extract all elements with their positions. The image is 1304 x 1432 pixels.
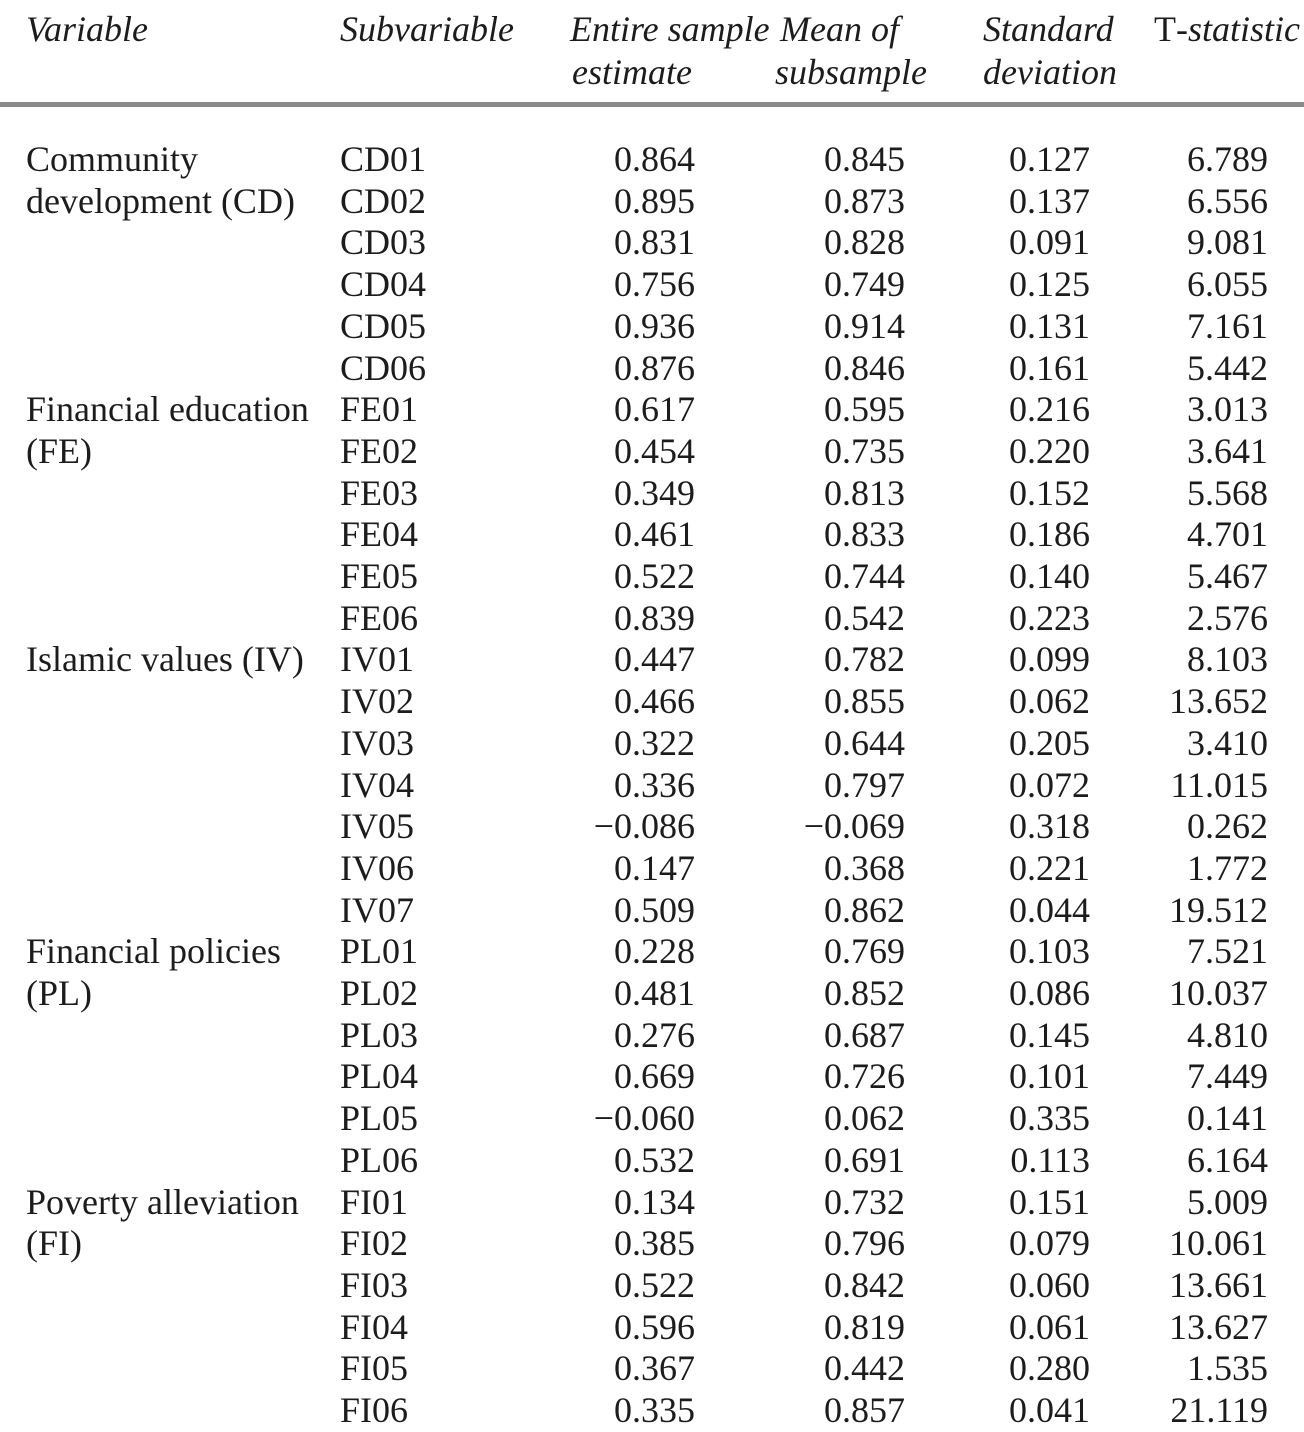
variable-line: Financial policies — [26, 931, 281, 972]
cell-subvariable: FI03 — [340, 1264, 409, 1305]
cell-mean: 0.852 — [824, 973, 905, 1014]
cell-sd: 0.125 — [1009, 264, 1090, 305]
cell-mean: 0.828 — [824, 222, 905, 263]
cell-t: 6.789 — [1187, 139, 1268, 179]
cell-subvariable: IV01 — [340, 639, 414, 680]
header-row — [0, 0, 1304, 105]
cell-t: 7.449 — [1187, 1056, 1268, 1097]
cell-subvariable: FE05 — [340, 556, 419, 597]
cell-t: 3.641 — [1187, 430, 1268, 471]
cell-estimate: 0.276 — [614, 1014, 695, 1055]
header-label: Entire sample — [570, 9, 770, 49]
cell-estimate: 0.532 — [614, 1139, 695, 1180]
cell-t: 7.521 — [1187, 931, 1268, 972]
variable-line: (FI) — [26, 1223, 82, 1264]
cell-t: 3.013 — [1187, 389, 1268, 430]
variable-line: (PL) — [26, 973, 92, 1014]
cell-sd: 0.062 — [1009, 681, 1090, 722]
cell-mean: −0.069 — [803, 806, 905, 847]
cell-subvariable: IV05 — [340, 806, 414, 847]
cell-estimate: 0.936 — [614, 305, 695, 346]
cell-sd: 0.216 — [1009, 389, 1090, 430]
variable-group-label — [0, 105, 312, 390]
cell-t: 6.556 — [1187, 180, 1268, 221]
cell-t: 9.081 — [1187, 222, 1268, 263]
cell-estimate: 0.322 — [614, 722, 695, 763]
table-row — [0, 1182, 1304, 1224]
cell-estimate: 0.864 — [614, 139, 695, 179]
cell-mean: 0.442 — [824, 1348, 905, 1389]
cell-subvariable: FI05 — [340, 1348, 409, 1389]
cell-subvariable: IV07 — [340, 889, 414, 930]
cell-sd: 0.091 — [1009, 222, 1090, 263]
cell-subvariable: FE03 — [340, 472, 419, 513]
cell-estimate: 0.349 — [614, 472, 695, 513]
header-label: deviation — [983, 52, 1117, 92]
cell-mean: 0.542 — [824, 597, 905, 638]
variable-group-label — [0, 931, 312, 1181]
cell-sd: 0.137 — [1009, 180, 1090, 221]
cell-t: 21.119 — [1170, 1390, 1268, 1431]
header-label: subsample — [775, 52, 927, 92]
cell-t: 8.103 — [1187, 639, 1268, 680]
header-label: estimate — [572, 52, 692, 92]
cell-estimate: 0.669 — [614, 1056, 695, 1097]
table-row — [0, 931, 1304, 973]
cell-estimate: 0.454 — [614, 430, 695, 471]
cell-t: 1.772 — [1187, 847, 1268, 888]
cell-subvariable: PL02 — [340, 973, 419, 1014]
cell-sd: 0.145 — [1009, 1014, 1090, 1055]
cell-subvariable: IV06 — [340, 847, 414, 888]
cell-mean: 0.368 — [824, 847, 905, 888]
cell-sd: 0.221 — [1009, 847, 1090, 888]
cell-estimate: 0.895 — [614, 180, 695, 221]
cell-subvariable: CD02 — [340, 180, 427, 221]
cell-estimate: 0.509 — [614, 889, 695, 930]
cell-mean: 0.857 — [824, 1390, 905, 1431]
variable-group-label — [0, 639, 312, 931]
variable-group-label — [0, 389, 312, 639]
cell-estimate: −0.086 — [593, 806, 695, 847]
variable-line: Financial education — [26, 389, 309, 430]
cell-mean: 0.687 — [824, 1014, 905, 1055]
header-label: Mean of — [780, 9, 899, 49]
cell-mean: 0.769 — [824, 931, 905, 972]
cell-t: 5.009 — [1187, 1181, 1268, 1222]
cell-subvariable: FE06 — [340, 597, 419, 638]
col-header-subvariable — [312, 0, 514, 105]
cell-mean: 0.845 — [824, 139, 905, 179]
cell-t: 4.810 — [1187, 1014, 1268, 1055]
cell-mean: 0.819 — [824, 1306, 905, 1347]
cell-subvariable: PL06 — [340, 1139, 419, 1180]
table-header — [0, 0, 1304, 105]
cell-sd: 0.061 — [1009, 1306, 1090, 1347]
cell-subvariable: CD03 — [340, 222, 427, 263]
cell-t: 0.141 — [1187, 1098, 1268, 1139]
cell-t: 5.467 — [1187, 556, 1268, 597]
cell-estimate: 0.876 — [614, 347, 695, 388]
cell-subvariable: FI04 — [340, 1306, 409, 1347]
cell-subvariable: CD01 — [340, 139, 427, 179]
cell-estimate: 0.447 — [614, 639, 695, 680]
cell-subvariable: IV04 — [340, 764, 414, 805]
cell-mean: 0.796 — [824, 1223, 905, 1264]
cell-estimate: 0.831 — [614, 222, 695, 263]
cell-t: 5.442 — [1187, 347, 1268, 388]
cell-subvariable: CD05 — [340, 305, 427, 346]
cell-t: 13.661 — [1169, 1264, 1268, 1305]
cell-sd: 0.060 — [1009, 1264, 1090, 1305]
cell-sd: 0.103 — [1009, 931, 1090, 972]
cell-estimate: 0.335 — [614, 1390, 695, 1431]
cell-mean: 0.846 — [824, 347, 905, 388]
header-label — [1091, 8, 1300, 51]
cell-estimate: 0.134 — [614, 1181, 695, 1222]
cell-t: 6.055 — [1187, 264, 1268, 305]
cell-sd: 0.044 — [1009, 889, 1090, 930]
cell-mean: 0.782 — [824, 639, 905, 680]
cell-subvariable: IV02 — [340, 681, 414, 722]
cell-sd: 0.113 — [1010, 1139, 1090, 1180]
cell-subvariable: FE02 — [340, 430, 419, 471]
cell-mean: 0.735 — [824, 430, 905, 471]
cell-mean: 0.062 — [824, 1098, 905, 1139]
col-header-variable — [0, 0, 312, 105]
cell-estimate: 0.481 — [614, 973, 695, 1014]
variable-line: (FE) — [26, 430, 92, 471]
cell-mean: 0.914 — [824, 305, 905, 346]
col-header-t-statistic — [1090, 0, 1304, 105]
cell-t: 0.262 — [1187, 806, 1268, 847]
cell-estimate: 0.522 — [614, 556, 695, 597]
cell-sd: 0.131 — [1009, 305, 1090, 346]
header-label: Subvariable — [340, 9, 514, 49]
cell-mean: 0.732 — [824, 1181, 905, 1222]
cell-mean: 0.813 — [824, 472, 905, 513]
cell-sd: 0.041 — [1009, 1390, 1090, 1431]
col-header-standard-deviation — [905, 0, 1117, 105]
cell-t: 2.576 — [1187, 597, 1268, 638]
variable-line: development (CD) — [26, 180, 295, 221]
cell-sd: 0.086 — [1009, 973, 1090, 1014]
cell-mean: 0.595 — [824, 389, 905, 430]
cell-estimate: 0.756 — [614, 264, 695, 305]
cell-subvariable: FI02 — [340, 1223, 409, 1264]
cell-subvariable: CD06 — [340, 347, 427, 388]
cell-sd: 0.220 — [1009, 430, 1090, 471]
cell-sd: 0.205 — [1009, 722, 1090, 763]
cell-sd: 0.101 — [1009, 1056, 1090, 1097]
cell-estimate: 0.228 — [614, 931, 695, 972]
cell-t: 19.512 — [1169, 889, 1268, 930]
cell-mean: 0.797 — [824, 764, 905, 805]
table-row — [0, 389, 1304, 431]
cell-subvariable: FE04 — [340, 514, 419, 555]
cell-subvariable: PL04 — [340, 1056, 419, 1097]
cell-estimate: 0.461 — [614, 514, 695, 555]
cell-mean: 0.833 — [824, 514, 905, 555]
cell-t: 1.535 — [1187, 1348, 1268, 1389]
cell-mean: 0.744 — [824, 556, 905, 597]
cell-mean: 0.862 — [824, 889, 905, 930]
cell-subvariable: FI01 — [340, 1181, 409, 1222]
header-label: Standard — [983, 9, 1114, 49]
cell-estimate: 0.839 — [614, 597, 695, 638]
cell-sd: 0.152 — [1009, 472, 1090, 513]
variable-line: Islamic values (IV) — [26, 639, 304, 680]
cell-subvariable: CD04 — [340, 264, 427, 305]
cell-mean: 0.873 — [824, 180, 905, 221]
cell-subvariable: IV03 — [340, 722, 414, 763]
t-statistic-italic-part: -statistic — [1176, 9, 1300, 49]
cell-estimate: 0.367 — [614, 1348, 695, 1389]
cell-estimate: 0.336 — [614, 764, 695, 805]
variable-group-label — [0, 1182, 312, 1432]
cell-sd: 0.140 — [1009, 556, 1090, 597]
cell-t: 6.164 — [1187, 1139, 1268, 1180]
table-row — [0, 105, 1304, 181]
cell-t: 3.410 — [1187, 722, 1268, 763]
cell-estimate: −0.060 — [593, 1098, 695, 1139]
table-body — [0, 105, 1304, 1432]
variable-line: Poverty alleviation — [26, 1181, 299, 1222]
cell-sd: 0.099 — [1009, 639, 1090, 680]
cell-estimate: 0.596 — [614, 1306, 695, 1347]
cell-sd: 0.161 — [1009, 347, 1090, 388]
cell-mean: 0.749 — [824, 264, 905, 305]
cell-mean: 0.726 — [824, 1056, 905, 1097]
cell-sd: 0.223 — [1009, 597, 1090, 638]
cell-estimate: 0.617 — [614, 389, 695, 430]
cell-sd: 0.335 — [1009, 1098, 1090, 1139]
cell-sd: 0.127 — [1009, 139, 1090, 179]
cell-sd: 0.318 — [1009, 806, 1090, 847]
cell-t: 7.161 — [1187, 305, 1268, 346]
cell-t: 11.015 — [1170, 764, 1268, 805]
cell-subvariable: FI06 — [340, 1390, 409, 1431]
cell-sd: 0.072 — [1009, 764, 1090, 805]
table-row — [0, 639, 1304, 681]
cell-subvariable: FE01 — [340, 389, 419, 430]
cell-estimate: 0.385 — [614, 1223, 695, 1264]
cell-t: 4.701 — [1187, 514, 1268, 555]
t-statistic-roman-t: T — [1154, 9, 1176, 49]
cell-sd: 0.151 — [1009, 1181, 1090, 1222]
header-label: Variable — [26, 9, 148, 49]
cell-estimate: 0.522 — [614, 1264, 695, 1305]
cell-t: 5.568 — [1187, 472, 1268, 513]
cell-mean: 0.855 — [824, 681, 905, 722]
cell-subvariable: PL05 — [340, 1098, 419, 1139]
cell-sd: 0.186 — [1009, 514, 1090, 555]
cell-estimate: 0.147 — [614, 847, 695, 888]
cell-mean: 0.691 — [824, 1139, 905, 1180]
cell-estimate: 0.466 — [614, 681, 695, 722]
cell-sd: 0.280 — [1009, 1348, 1090, 1389]
cell-subvariable: PL03 — [340, 1014, 419, 1055]
cell-mean: 0.842 — [824, 1264, 905, 1305]
cell-t: 13.652 — [1169, 681, 1268, 722]
cell-t: 13.627 — [1169, 1306, 1268, 1347]
cell-sd: 0.079 — [1009, 1223, 1090, 1264]
cell-t: 10.037 — [1169, 973, 1268, 1014]
cell-mean: 0.644 — [824, 722, 905, 763]
variable-line: Community — [26, 139, 199, 179]
cell-t: 10.061 — [1169, 1223, 1268, 1264]
cell-subvariable: PL01 — [340, 931, 419, 972]
